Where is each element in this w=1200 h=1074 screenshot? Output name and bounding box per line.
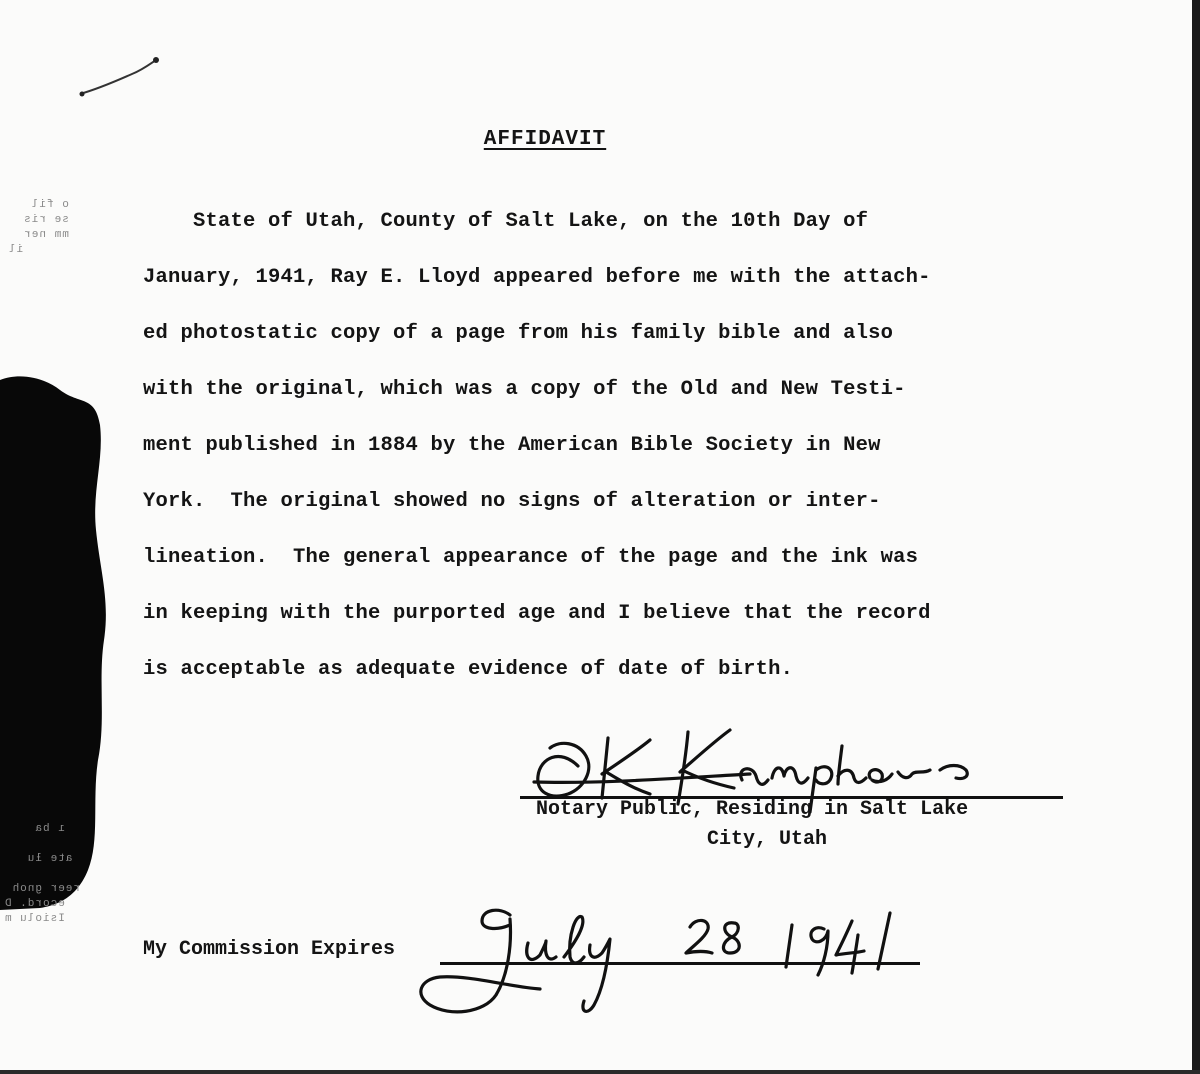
body-line: ed photostatic copy of a page from his family bible and also [143,322,894,345]
notary-caption-line-1: Notary Public, Residing in Salt Lake [536,798,969,821]
affidavit-body [143,200,1043,704]
document-title: AFFIDAVIT [483,128,607,151]
body-line: January, 1941, Ray E. Lloyd appeared before me with the attach- [143,266,931,289]
body-line: York. The original showed no signs of alteration or inter- [143,490,881,513]
notary-caption-line-2: City, Utah [707,828,828,851]
body-line: in keeping with the purported age and I believe that the record [143,602,931,625]
body-line: State of Utah, County of Salt Lake, on the 10th Day of [143,210,869,233]
body-line: lineation. The general appearance of the page and the ink was [143,546,919,569]
bleed-through-text-bottom: ı ba ate ƚu reer gnoh ecord. D Isiolu m [4,823,81,925]
scan-edge-bottom [0,1070,1200,1074]
notary-signature-block [520,718,1070,868]
body-line: with the original, which was a copy of the Old and New Testi- [143,378,906,401]
scan-edge-right [1192,0,1200,1074]
body-line: is acceptable as adequate evidence of date of birth. [143,658,794,681]
bleed-through-text-top: o fil se ris mm ner il [8,199,69,256]
pencil-mark [74,52,164,102]
body-line: ment published in 1884 by the American Bible Society in New [143,434,881,457]
commission-expires-label: My Commission Expires [143,938,396,961]
commission-handwritten-date [400,895,940,1025]
